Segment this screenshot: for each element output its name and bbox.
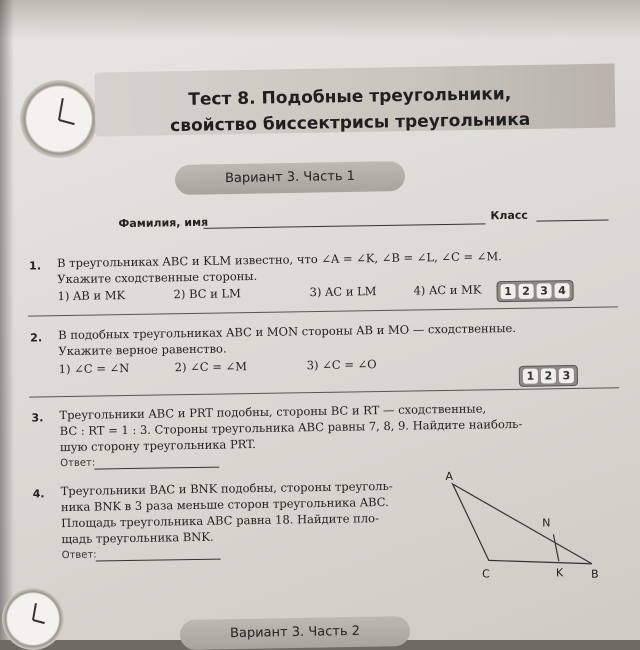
- question-4-line-3: Площадь треугольника ABC равна 18. Найдите пло-: [61, 511, 380, 531]
- question-2-line-1: В подобных треугольниках ABC и MON стороны AB и MO — сходственные.: [58, 320, 517, 343]
- answer-box-1[interactable]: 1: [523, 369, 538, 384]
- question-1-option-3[interactable]: 3) AC и LM: [309, 284, 377, 300]
- vertex-label-a: A: [445, 469, 454, 484]
- vertex-label-k: K: [555, 566, 564, 580]
- vertex-label-n: N: [542, 516, 551, 530]
- triangle-figure: [427, 464, 609, 587]
- variant-badge-part1: Вариант 3. Часть 1: [175, 161, 405, 195]
- question-2-text: [58, 318, 618, 359]
- class-field[interactable]: [536, 219, 608, 221]
- question-3-text: [59, 398, 620, 455]
- question-2-option-1[interactable]: 1) ∠C = ∠N: [58, 361, 130, 377]
- question-4-number: 4.: [32, 487, 45, 501]
- answer-box-3[interactable]: 3: [536, 283, 551, 298]
- question-4-line-4: щадь треугольника BNK.: [61, 529, 214, 547]
- question-3-line-1: Треугольники ABC и PRT подобны, стороны BC и RT — сходственные,: [59, 401, 487, 423]
- question-1-line-1: В треугольниках ABC и KLM известно, что ∠A = ∠K, ∠B = ∠L, ∠C = ∠M.: [56, 249, 502, 271]
- question-1-option-2[interactable]: 2) BC и LM: [173, 286, 241, 302]
- answer-box-2[interactable]: 2: [541, 368, 556, 383]
- question-2-answer-boxes: [519, 365, 578, 387]
- answer-box-1[interactable]: 1: [500, 284, 515, 299]
- answer-box-2[interactable]: 2: [518, 284, 533, 299]
- segment-nk: [553, 534, 558, 561]
- vertex-label-c: C: [481, 567, 490, 581]
- question-3-number: 3.: [31, 411, 44, 425]
- question-4-answer-field[interactable]: [96, 559, 221, 562]
- name-label: Фамилия, имя: [118, 215, 209, 231]
- question-4-text: [61, 477, 432, 547]
- question-2-line-2: Укажите верное равенство.: [58, 341, 227, 359]
- title-line-1: Тест 8. Подобные треугольники,: [188, 84, 512, 110]
- triangle-abc: [453, 482, 592, 566]
- class-label: Класс: [490, 208, 528, 223]
- question-3-answer-field[interactable]: [94, 467, 219, 470]
- question-1-answer-boxes: [496, 280, 573, 302]
- question-3-line-2: BC : RT = 1 : 3. Стороны треугольника ABC равны 7, 8, 9. Найдите наиболь-: [59, 416, 523, 439]
- question-4-answer-label: Ответ:: [61, 549, 97, 562]
- question-2-option-2[interactable]: 2) ∠C = ∠M: [174, 359, 248, 375]
- answer-box-4[interactable]: 4: [554, 283, 569, 298]
- question-2-options: [59, 356, 479, 379]
- question-1-option-4[interactable]: 4) AC и MK: [413, 282, 482, 298]
- separator-2: [29, 387, 619, 397]
- clock-icon: [2, 588, 64, 650]
- answer-box-3[interactable]: 3: [559, 368, 574, 383]
- question-4-line-2: ника BNK в 3 раза меньше сторон треугольника ABC.: [60, 494, 389, 515]
- question-2-number: 2.: [30, 331, 43, 345]
- question-3-answer-label: Ответ:: [60, 457, 96, 470]
- question-1-number: 1.: [29, 259, 42, 273]
- question-4-line-1: Треугольники BAC и BNK подобны, стороны треуголь-: [60, 478, 393, 499]
- separator-1: [28, 306, 618, 316]
- question-3-line-3: шую сторону треугольника PRT.: [59, 437, 256, 455]
- vertex-label-b: B: [590, 567, 599, 581]
- variant-badge-part2: Вариант 3. Часть 2: [180, 616, 410, 650]
- question-1-option-1[interactable]: 1) AB и MK: [57, 288, 126, 304]
- title-line-2: свойство биссектрисы треугольника: [170, 109, 531, 137]
- question-2-option-3[interactable]: 3) ∠C = ∠O: [306, 357, 377, 373]
- question-1-line-2: Укажите сходственные стороны.: [57, 268, 258, 287]
- name-field[interactable]: [204, 223, 486, 228]
